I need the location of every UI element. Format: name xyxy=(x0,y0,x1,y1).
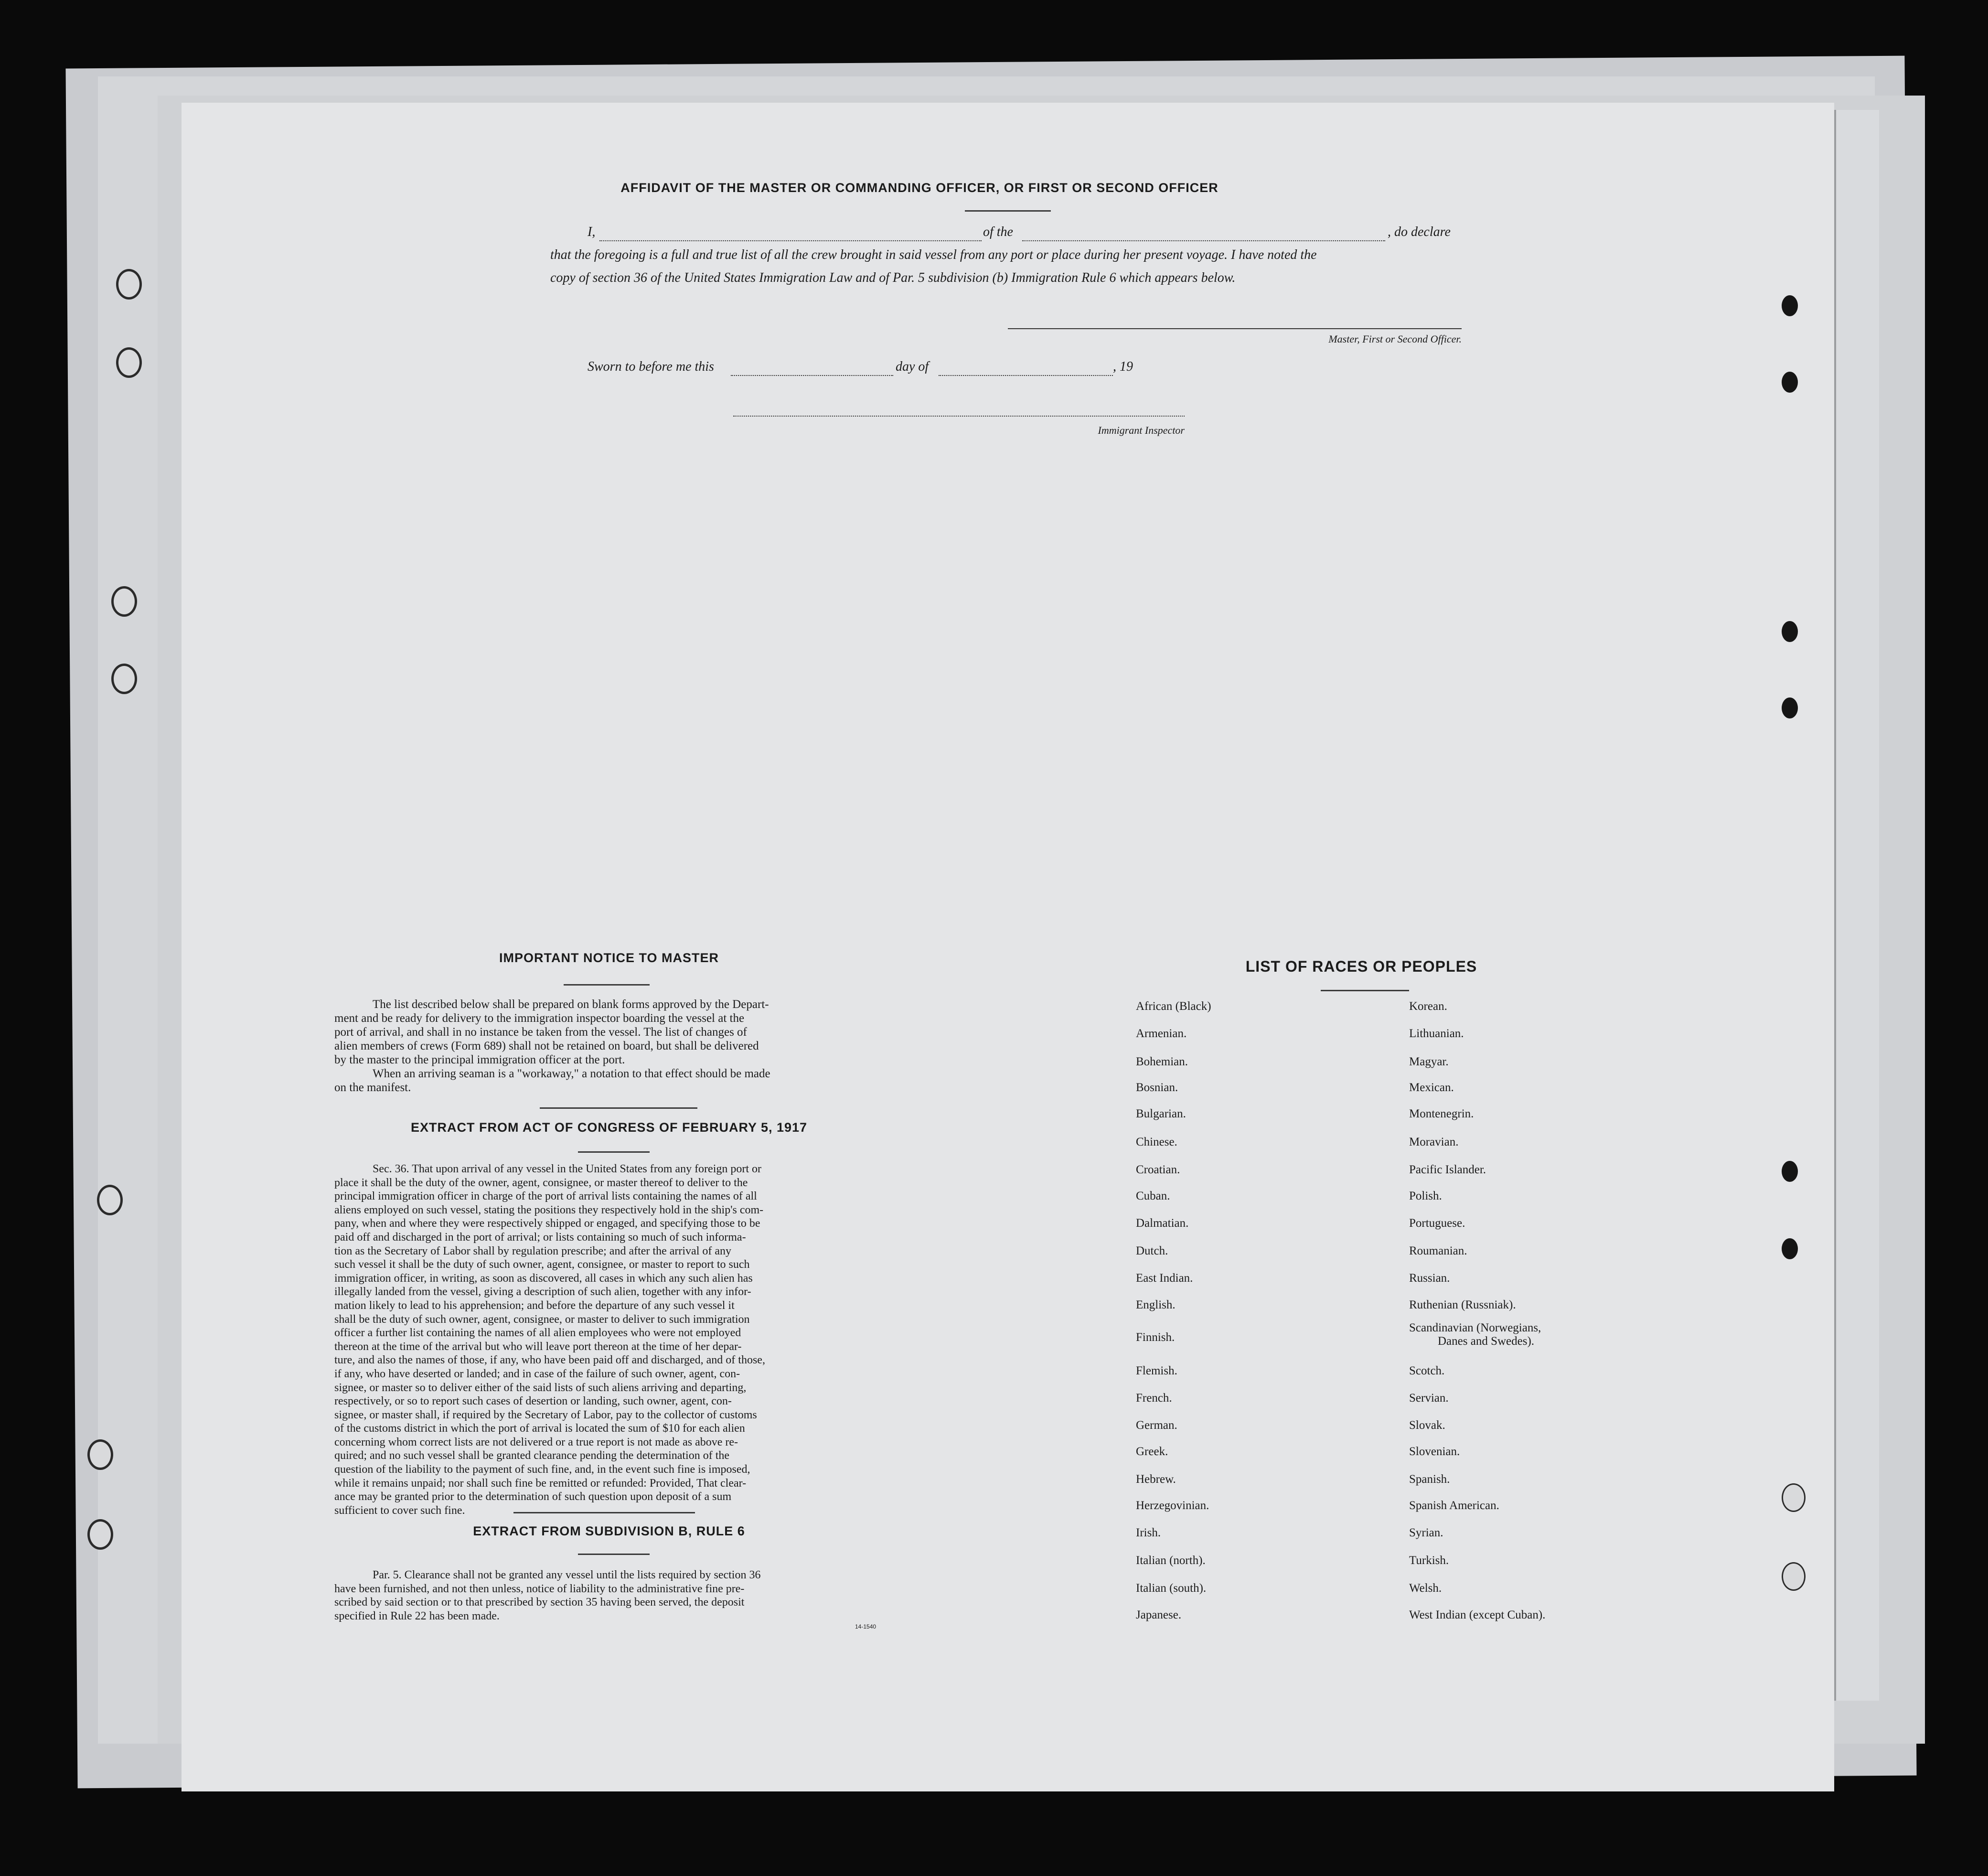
race-item: Croatian. xyxy=(1136,1163,1180,1176)
notice-line: by the master to the principal immigration officer at the port. xyxy=(334,1053,625,1066)
race-item: Spanish American. xyxy=(1409,1499,1499,1512)
punch-hole xyxy=(111,586,137,617)
race-item: Cuban. xyxy=(1136,1190,1170,1202)
race-item: Finnish. xyxy=(1136,1331,1175,1344)
act-line: signee, or master so to deliver either of the said lists of such aliens arriving and departing, xyxy=(334,1381,747,1394)
notice-line: The list described below shall be prepared on blank forms approved by the Depart- xyxy=(373,998,769,1011)
extract-act-title: EXTRACT FROM ACT OF CONGRESS OF FEBRUARY 5, 1917 xyxy=(410,1120,808,1135)
sheet-edge xyxy=(1834,110,1879,1701)
race-item: Ruthenian (Russniak). xyxy=(1409,1298,1516,1311)
sworn-year: , 19 xyxy=(1113,359,1133,374)
race-item: Italian (north). xyxy=(1136,1554,1206,1567)
rule-line: have been furnished, and not then unless, notice of liability to the administrative fine pre- xyxy=(334,1582,745,1595)
race-item: Magyar. xyxy=(1409,1055,1449,1068)
race-item: Lithuanian. xyxy=(1409,1027,1464,1040)
race-item: Moravian. xyxy=(1409,1136,1459,1148)
race-item: Chinese. xyxy=(1136,1136,1177,1148)
vessel-field-line xyxy=(1022,240,1385,241)
rule-line: scribed by said section or to that prescribed by section 35 having been served, the deposit xyxy=(334,1596,745,1609)
race-item: Spanish. xyxy=(1409,1473,1450,1486)
race-item: English. xyxy=(1136,1298,1176,1311)
act-line: principal immigration officer in charge of the port of arrival lists containing the names of all xyxy=(334,1190,757,1203)
race-item: East Indian. xyxy=(1136,1272,1193,1285)
race-item: Flemish. xyxy=(1136,1364,1177,1377)
race-item: Armenian. xyxy=(1136,1027,1187,1040)
race-item: Montenegrin. xyxy=(1409,1107,1474,1120)
race-item: Roumanian. xyxy=(1409,1244,1467,1257)
divider xyxy=(564,984,650,986)
race-item: French. xyxy=(1136,1392,1172,1404)
race-item: Japanese. xyxy=(1136,1608,1182,1621)
race-item: West Indian (except Cuban). xyxy=(1409,1608,1546,1621)
rule-line: specified in Rule 22 has been made. xyxy=(334,1609,500,1622)
master-signature-line xyxy=(1008,328,1462,329)
name-field-line xyxy=(599,240,982,241)
race-item: Slovak. xyxy=(1409,1419,1445,1432)
race-item: Portuguese. xyxy=(1409,1217,1465,1230)
race-item: Mexican. xyxy=(1409,1081,1454,1094)
act-line: respectively, or so to report such cases of desertion or landing, such owner, agent, con- xyxy=(334,1395,732,1408)
master-caption: Master, First or Second Officer. xyxy=(1328,333,1462,345)
race-item: Turkish. xyxy=(1409,1554,1449,1567)
race-item: Polish. xyxy=(1409,1190,1442,1202)
punch-hole xyxy=(1782,1562,1806,1591)
race-item: Servian. xyxy=(1409,1392,1449,1404)
act-line: signee, or master shall, if required by the Secretary of Labor, pay to the collector of customs xyxy=(334,1408,757,1421)
race-item-continuation: Danes and Swedes). xyxy=(1438,1335,1535,1348)
race-item: Bulgarian. xyxy=(1136,1107,1186,1120)
punch-hole xyxy=(1782,1483,1806,1512)
punch-hole xyxy=(1782,1161,1798,1182)
act-line: shall be the duty of such owner, agent, consignee, or master to deliver to such immigration xyxy=(334,1313,750,1326)
notice-line: on the manifest. xyxy=(334,1081,411,1094)
race-item: Scandinavian (Norwegians, xyxy=(1409,1321,1541,1334)
race-item: Hebrew. xyxy=(1136,1473,1176,1486)
act-line: such vessel it shall be the duty of such owner, agent, consignee, or master to report to such xyxy=(334,1258,750,1271)
punch-hole xyxy=(97,1185,123,1215)
punch-hole xyxy=(1782,295,1798,316)
affidavit-line-2: that the foregoing is a full and true list of all the crew brought in said vessel from any port or place during her present voyage. I have noted the xyxy=(550,247,1317,262)
race-item: Pacific Islander. xyxy=(1409,1163,1486,1176)
form-code: 14-1540 xyxy=(855,1623,876,1630)
race-item: Italian (south). xyxy=(1136,1582,1207,1595)
act-line: of the customs district in which the port of arrival is located the sum of $10 for each alien xyxy=(334,1422,745,1435)
act-line: ture, and also the names of those, if any, who have been paid off and discharged, and of those, xyxy=(334,1354,765,1367)
inspector-signature-line xyxy=(733,416,1185,417)
act-line: Sec. 36. That upon arrival of any vessel in the United States from any foreign port or xyxy=(373,1163,762,1175)
sworn-month-line xyxy=(939,375,1113,376)
race-item: Irish. xyxy=(1136,1526,1161,1539)
extract-rule-title: EXTRACT FROM SUBDIVISION B, RULE 6 xyxy=(473,1524,745,1538)
act-line: thereon at the time of the arrival but who will leave port thereon at the time of her depar- xyxy=(334,1340,742,1353)
divider xyxy=(513,1512,695,1513)
punch-hole xyxy=(116,269,142,300)
punch-hole xyxy=(1782,372,1798,393)
act-line: officer a further list containing the names of all alien employees who were not employed xyxy=(334,1327,741,1340)
act-line: question of the liability to the payment of such fine, and, in the event such fine is imposed, xyxy=(334,1463,750,1476)
notice-line: alien members of crews (Form 689) shall not be retained on board, but shall be delivered xyxy=(334,1040,759,1052)
extract-rule-text xyxy=(334,1568,884,1623)
sworn-text: Sworn to before me this xyxy=(588,359,714,374)
sworn-day-of: day of xyxy=(896,359,929,374)
inspector-caption: Immigrant Inspector xyxy=(1098,424,1185,436)
race-item: Syrian. xyxy=(1409,1526,1443,1539)
race-item: Russian. xyxy=(1409,1272,1450,1285)
affidavit-of-the: of the xyxy=(983,225,1013,239)
affidavit-declare: , do declare xyxy=(1388,225,1451,239)
act-line: immigration officer, in writing, as soon as discovered, all cases in which any such alien has xyxy=(334,1272,753,1285)
race-item: Welsh. xyxy=(1409,1582,1442,1595)
act-line: aliens employed on such vessel, stating the positions they respectively hold in the ship's com- xyxy=(334,1203,764,1216)
punch-hole xyxy=(1782,1238,1798,1259)
race-item: German. xyxy=(1136,1419,1177,1432)
race-item: Slovenian. xyxy=(1409,1445,1460,1458)
act-line: pany, when and where they were respectively shipped or engaged, and specifying those to be xyxy=(334,1217,760,1230)
act-line: illegally landed from the vessel, giving a description of such alien, together with any infor- xyxy=(334,1286,751,1298)
divider xyxy=(965,210,1051,212)
punch-hole xyxy=(87,1519,113,1550)
race-item: African (Black) xyxy=(1136,1000,1211,1013)
act-line: ance may be granted prior to the determination of such question upon deposit of a sum xyxy=(334,1490,732,1503)
extract-act-text xyxy=(334,1162,884,1517)
act-line: concerning whom correct lists are not delivered or a true report is not made as above re- xyxy=(334,1436,738,1448)
act-line: quired; and no such vessel shall be granted clearance pending the determination of the xyxy=(334,1449,730,1462)
notice-text xyxy=(334,997,884,1094)
notice-line: When an arriving seaman is a "workaway," a notation to that effect should be made xyxy=(373,1067,770,1080)
punch-hole xyxy=(116,347,142,378)
act-line: while it remains unpaid; nor shall such fine be remitted or refunded: Provided, That clear- xyxy=(334,1477,747,1490)
punch-hole xyxy=(1782,697,1798,718)
race-item: Korean. xyxy=(1409,1000,1447,1013)
divider xyxy=(578,1554,650,1555)
punch-hole xyxy=(87,1439,113,1470)
races-title: LIST OF RACES OR PEOPLES xyxy=(1245,958,1477,975)
act-line: tion as the Secretary of Labor shall by regulation prescribe; and after the arrival of any xyxy=(334,1244,731,1257)
sworn-day-line xyxy=(731,375,893,376)
race-item: Scotch. xyxy=(1409,1364,1445,1377)
divider xyxy=(1321,990,1409,991)
notice-line: port of arrival, and shall in no instance be taken from the vessel. The list of changes of xyxy=(334,1026,747,1039)
divider xyxy=(540,1107,697,1109)
race-item: Bohemian. xyxy=(1136,1055,1188,1068)
race-item: Greek. xyxy=(1136,1445,1168,1458)
affidavit-i: I, xyxy=(588,225,596,239)
affidavit-line-3: copy of section 36 of the United States Immigration Law and of Par. 5 subdivision (b) Immigration Rule 6 which appears below. xyxy=(550,270,1236,285)
act-line: paid off and discharged in the port of arrival; or lists containing so much of such informa- xyxy=(334,1231,746,1244)
punch-hole xyxy=(111,664,137,694)
notice-title: IMPORTANT NOTICE TO MASTER xyxy=(499,951,719,965)
act-line: place it shall be the duty of the owner, agent, consignee, or master thereof to deliver to the xyxy=(334,1176,748,1189)
act-line: mation likely to lead to his apprehension; and before the departure of any such vessel it xyxy=(334,1299,735,1312)
rule-line: Par. 5. Clearance shall not be granted any vessel until the lists required by section 36 xyxy=(373,1569,761,1581)
divider xyxy=(578,1151,650,1153)
race-item: Herzegovinian. xyxy=(1136,1499,1209,1512)
act-line: if any, who have deserted or landed; and in case of the failure of such owner, agent, con- xyxy=(334,1367,740,1380)
race-item: Bosnian. xyxy=(1136,1081,1178,1094)
race-item: Dutch. xyxy=(1136,1244,1168,1257)
affidavit-title: AFFIDAVIT OF THE MASTER OR COMMANDING OFFICER, OR FIRST OR SECOND OFFICER xyxy=(620,181,1218,195)
punch-hole xyxy=(1782,621,1798,642)
act-line: sufficient to cover such fine. xyxy=(334,1504,465,1517)
notice-line: ment and be ready for delivery to the immigration inspector boarding the vessel at the xyxy=(334,1012,745,1025)
race-item: Dalmatian. xyxy=(1136,1217,1189,1230)
